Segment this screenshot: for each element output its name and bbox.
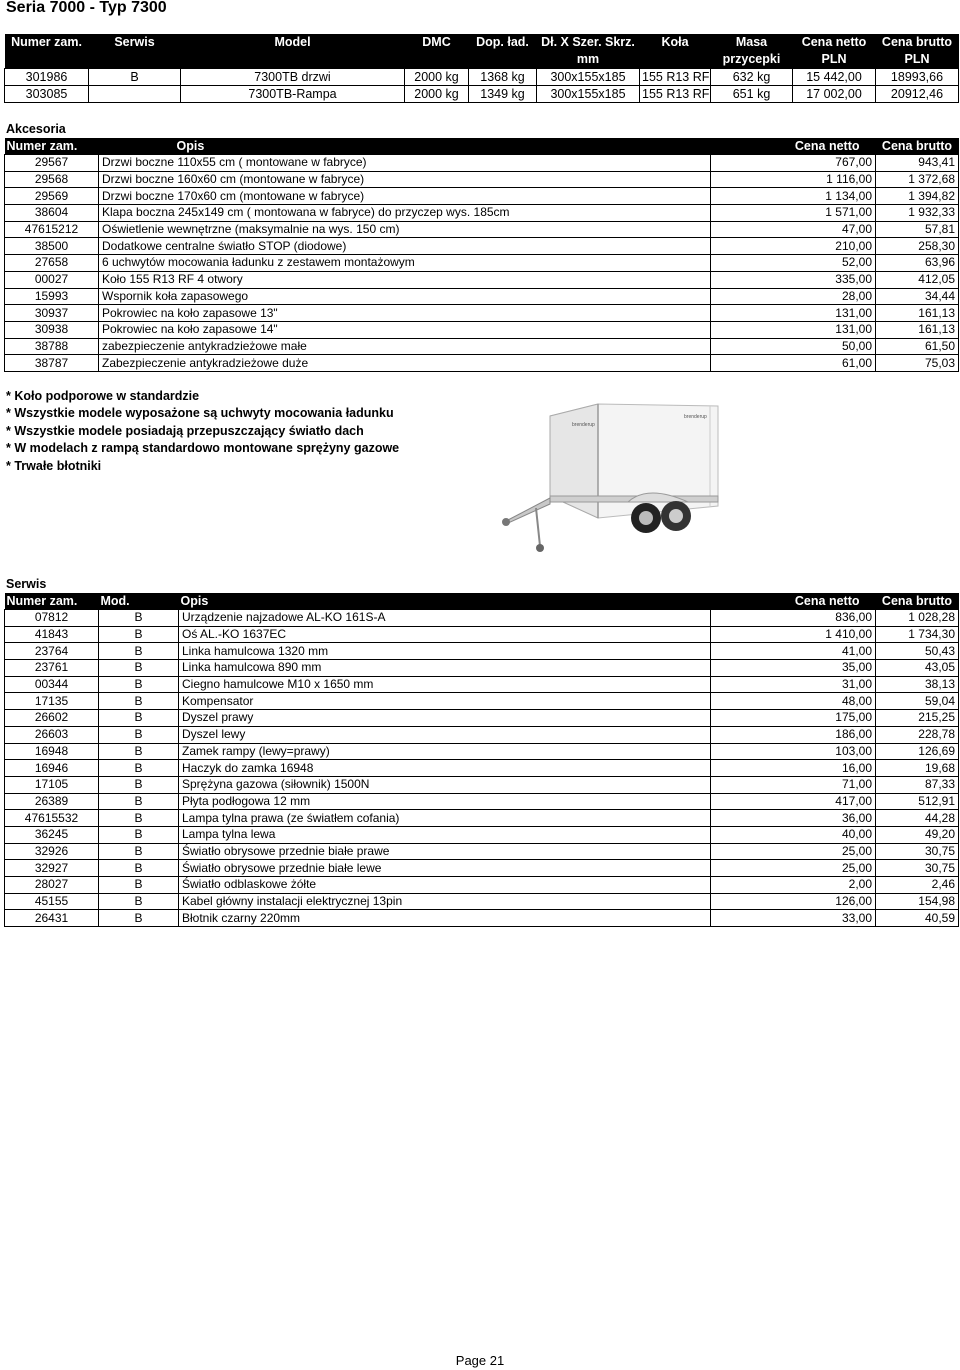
service-row bbox=[5, 893, 959, 910]
model-cell: B bbox=[89, 69, 181, 86]
service-cell: 32927 bbox=[5, 860, 99, 877]
note-item: * Wszystkie modele posiadają przepuszczający światło dach bbox=[6, 423, 364, 438]
notes-list bbox=[6, 388, 399, 475]
service-cell: 17135 bbox=[5, 693, 99, 710]
service-label: Serwis bbox=[6, 577, 47, 591]
service-cell: 07812 bbox=[5, 610, 99, 627]
model-header-cell: PLN bbox=[876, 51, 959, 69]
model-cell: 7300TB-Rampa bbox=[181, 86, 405, 103]
header-brutto: Cena brutto bbox=[876, 138, 959, 155]
service-cell: B bbox=[99, 743, 179, 760]
service-cell: 16948 bbox=[5, 743, 99, 760]
service-cell: Urządzenie najzadowe AL-KO 161S-A bbox=[179, 610, 711, 627]
accessory-cell: 335,00 bbox=[711, 271, 876, 288]
accessory-cell: 161,13 bbox=[876, 321, 959, 338]
service-cell: Lampa tylna prawa (ze światłem cofania) bbox=[179, 810, 711, 827]
model-cell: 301986 bbox=[5, 69, 89, 86]
model-header-cell: Serwis bbox=[89, 34, 181, 51]
model-header-row bbox=[5, 34, 959, 51]
header-brutto: Cena brutto bbox=[876, 593, 959, 610]
service-cell: 41,00 bbox=[711, 643, 876, 660]
service-row bbox=[5, 626, 959, 643]
accessory-cell: 61,00 bbox=[711, 355, 876, 372]
service-cell: 836,00 bbox=[711, 610, 876, 627]
service-row bbox=[5, 760, 959, 777]
accessory-row bbox=[5, 155, 959, 172]
service-cell: B bbox=[99, 893, 179, 910]
service-cell: B bbox=[99, 693, 179, 710]
accessory-cell: 1 932,33 bbox=[876, 205, 959, 222]
model-cell: 300x155x185 bbox=[537, 69, 640, 86]
accessory-cell: 412,05 bbox=[876, 271, 959, 288]
service-cell: 30,75 bbox=[876, 860, 959, 877]
service-cell: 00344 bbox=[5, 676, 99, 693]
model-cell: 2000 kg bbox=[405, 86, 469, 103]
model-header-cell bbox=[469, 51, 537, 69]
svg-text:brenderup: brenderup bbox=[572, 422, 595, 428]
service-cell: B bbox=[99, 610, 179, 627]
accessory-cell: 30938 bbox=[5, 321, 99, 338]
service-cell: 126,69 bbox=[876, 743, 959, 760]
service-cell: B bbox=[99, 843, 179, 860]
service-cell: 40,59 bbox=[876, 910, 959, 927]
service-row bbox=[5, 810, 959, 827]
model-header-cell: Koła bbox=[640, 34, 711, 51]
model-header-cell bbox=[640, 51, 711, 69]
service-cell: Oś AL.-KO 1637EC bbox=[179, 626, 711, 643]
accessory-cell: 29568 bbox=[5, 171, 99, 188]
service-cell: Kabel główny instalacji elektrycznej 13pin bbox=[179, 893, 711, 910]
service-cell: B bbox=[99, 643, 179, 660]
model-cell: 155 R13 RF bbox=[640, 86, 711, 103]
service-cell: 23764 bbox=[5, 643, 99, 660]
accessory-cell: 1 372,68 bbox=[876, 171, 959, 188]
accessory-cell: 767,00 bbox=[711, 155, 876, 172]
service-cell: 40,00 bbox=[711, 826, 876, 843]
accessory-cell: Koło 155 R13 RF 4 otwory bbox=[99, 271, 711, 288]
accessory-cell: zabezpieczenie antykradzieżowe małe bbox=[99, 338, 711, 355]
service-cell: Dyszel prawy bbox=[179, 710, 711, 727]
accessory-cell: 00027 bbox=[5, 271, 99, 288]
model-header-cell: DMC bbox=[405, 34, 469, 51]
header-mod: Mod. bbox=[99, 593, 179, 610]
service-cell: 1 410,00 bbox=[711, 626, 876, 643]
note-item: * W modelach z rampą standardowo montowane sprężyny gazowe bbox=[6, 441, 400, 456]
model-cell: 303085 bbox=[5, 86, 89, 103]
service-row bbox=[5, 610, 959, 627]
accessory-cell: 28,00 bbox=[711, 288, 876, 305]
service-row bbox=[5, 826, 959, 843]
service-row bbox=[5, 676, 959, 693]
service-cell: 26431 bbox=[5, 910, 99, 927]
service-cell: 17105 bbox=[5, 776, 99, 793]
accessory-cell: 29569 bbox=[5, 188, 99, 205]
service-cell: 47615532 bbox=[5, 810, 99, 827]
service-cell: 36245 bbox=[5, 826, 99, 843]
header-opis: Opis bbox=[99, 138, 711, 155]
accessory-cell: 30937 bbox=[5, 305, 99, 322]
service-cell: Zamek rampy (lewy=prawy) bbox=[179, 743, 711, 760]
model-cell: 1349 kg bbox=[469, 86, 537, 103]
service-cell: 215,25 bbox=[876, 710, 959, 727]
accessory-row bbox=[5, 271, 959, 288]
service-cell: 49,20 bbox=[876, 826, 959, 843]
accessory-cell: 63,96 bbox=[876, 255, 959, 272]
accessory-cell: Zabezpieczenie antykradzieżowe duże bbox=[99, 355, 711, 372]
service-cell: Linka hamulcowa 890 mm bbox=[179, 660, 711, 677]
model-header-cell bbox=[181, 51, 405, 69]
accessory-cell: Drzwi boczne 160x60 cm (montowane w fabryce) bbox=[99, 171, 711, 188]
service-cell: 25,00 bbox=[711, 860, 876, 877]
model-cell: 651 kg bbox=[711, 86, 793, 103]
service-cell: 16946 bbox=[5, 760, 99, 777]
service-row bbox=[5, 726, 959, 743]
service-cell: 512,91 bbox=[876, 793, 959, 810]
service-cell: B bbox=[99, 910, 179, 927]
service-cell: 41843 bbox=[5, 626, 99, 643]
accessory-row bbox=[5, 221, 959, 238]
service-cell: B bbox=[99, 626, 179, 643]
model-header-cell: mm bbox=[537, 51, 640, 69]
accessory-cell: 131,00 bbox=[711, 305, 876, 322]
service-cell: 23761 bbox=[5, 660, 99, 677]
accessory-row bbox=[5, 171, 959, 188]
service-row bbox=[5, 843, 959, 860]
service-row bbox=[5, 743, 959, 760]
service-cell: 33,00 bbox=[711, 910, 876, 927]
accessory-cell: 258,30 bbox=[876, 238, 959, 255]
service-row bbox=[5, 660, 959, 677]
accessory-cell: 1 134,00 bbox=[711, 188, 876, 205]
service-cell: 30,75 bbox=[876, 843, 959, 860]
accessory-cell: 47,00 bbox=[711, 221, 876, 238]
service-cell: 48,00 bbox=[711, 693, 876, 710]
service-header-row bbox=[5, 593, 959, 610]
model-header-cell: Dł. X Szer. Skrz. bbox=[537, 34, 640, 51]
accessory-row bbox=[5, 188, 959, 205]
service-row bbox=[5, 877, 959, 894]
model-header-row bbox=[5, 51, 959, 69]
accessory-cell: 943,41 bbox=[876, 155, 959, 172]
accessory-cell: 1 571,00 bbox=[711, 205, 876, 222]
model-header-cell: Masa bbox=[711, 34, 793, 51]
service-cell: 43,05 bbox=[876, 660, 959, 677]
accessory-row bbox=[5, 255, 959, 272]
model-header-cell: Cena netto bbox=[793, 34, 876, 51]
accessory-cell: Pokrowiec na koło zapasowe 14" bbox=[99, 321, 711, 338]
accessory-cell: 52,00 bbox=[711, 255, 876, 272]
service-row bbox=[5, 710, 959, 727]
service-cell: Lampa tylna lewa bbox=[179, 826, 711, 843]
service-cell: 103,00 bbox=[711, 743, 876, 760]
service-cell: 35,00 bbox=[711, 660, 876, 677]
accessory-cell: 50,00 bbox=[711, 338, 876, 355]
service-cell: B bbox=[99, 676, 179, 693]
accessory-row bbox=[5, 355, 959, 372]
service-row bbox=[5, 860, 959, 877]
service-cell: 45155 bbox=[5, 893, 99, 910]
model-row bbox=[5, 69, 959, 86]
accessory-row bbox=[5, 338, 959, 355]
model-cell: 15 442,00 bbox=[793, 69, 876, 86]
model-header-cell bbox=[89, 51, 181, 69]
accessory-cell: Drzwi boczne 170x60 cm (montowane w fabryce) bbox=[99, 188, 711, 205]
service-cell: Płyta podłogowa 12 mm bbox=[179, 793, 711, 810]
service-cell: B bbox=[99, 877, 179, 894]
service-cell: 87,33 bbox=[876, 776, 959, 793]
service-table bbox=[4, 593, 959, 927]
model-header-cell: PLN bbox=[793, 51, 876, 69]
service-cell: 31,00 bbox=[711, 676, 876, 693]
service-cell: B bbox=[99, 860, 179, 877]
model-header-cell bbox=[405, 51, 469, 69]
service-cell: 32926 bbox=[5, 843, 99, 860]
note-item: * Wszystkie modele wyposażone są uchwyty mocowania ładunku bbox=[6, 406, 394, 421]
service-cell: 26602 bbox=[5, 710, 99, 727]
accessory-cell: 15993 bbox=[5, 288, 99, 305]
accessory-row bbox=[5, 238, 959, 255]
accessory-cell: Oświetlenie wewnętrzne (maksymalnie na wys. 150 cm) bbox=[99, 221, 711, 238]
accessory-cell: 61,50 bbox=[876, 338, 959, 355]
accessories-table bbox=[4, 138, 959, 372]
service-cell: Sprężyna gazowa (siłownik) 1500N bbox=[179, 776, 711, 793]
service-cell: B bbox=[99, 760, 179, 777]
model-header-cell: Numer zam. bbox=[5, 34, 89, 51]
model-header-cell: Dop. ład. bbox=[469, 34, 537, 51]
service-cell: Haczyk do zamka 16948 bbox=[179, 760, 711, 777]
service-cell: Błotnik czarny 220mm bbox=[179, 910, 711, 927]
service-cell: 28027 bbox=[5, 877, 99, 894]
service-cell: 2,00 bbox=[711, 877, 876, 894]
accessory-cell: 1 116,00 bbox=[711, 171, 876, 188]
service-cell: Kompensator bbox=[179, 693, 711, 710]
accessory-cell: 38604 bbox=[5, 205, 99, 222]
service-cell: 16,00 bbox=[711, 760, 876, 777]
accessories-header-row bbox=[5, 138, 959, 155]
service-cell: 26603 bbox=[5, 726, 99, 743]
service-cell: B bbox=[99, 810, 179, 827]
accessory-row bbox=[5, 305, 959, 322]
service-cell: 228,78 bbox=[876, 726, 959, 743]
accessory-cell: Klapa boczna 245x149 cm ( montowana w fabryce) do przyczep wys. 185cm bbox=[99, 205, 711, 222]
service-row bbox=[5, 643, 959, 660]
service-cell: B bbox=[99, 793, 179, 810]
trailer-image bbox=[488, 398, 728, 558]
note-item: * Koło podporowe w standardzie bbox=[6, 389, 200, 403]
service-cell: Linka hamulcowa 1320 mm bbox=[179, 643, 711, 660]
accessory-cell: Dodatkowe centralne światło STOP (diodowe) bbox=[99, 238, 711, 255]
header-netto: Cena netto bbox=[711, 593, 876, 610]
service-cell: B bbox=[99, 776, 179, 793]
service-row bbox=[5, 693, 959, 710]
service-cell: 154,98 bbox=[876, 893, 959, 910]
accessory-cell: 57,81 bbox=[876, 221, 959, 238]
service-cell: Ciegno hamulcowe M10 x 1650 mm bbox=[179, 676, 711, 693]
note-item: * Trwałe błotniki bbox=[6, 458, 102, 473]
accessory-cell: 38500 bbox=[5, 238, 99, 255]
accessory-cell: 161,13 bbox=[876, 305, 959, 322]
service-cell: 36,00 bbox=[711, 810, 876, 827]
service-cell: 1 734,30 bbox=[876, 626, 959, 643]
service-row bbox=[5, 776, 959, 793]
service-cell: Światło obrysowe przednie białe prawe bbox=[179, 843, 711, 860]
accessory-cell: 75,03 bbox=[876, 355, 959, 372]
service-cell: 1 028,28 bbox=[876, 610, 959, 627]
service-cell: 38,13 bbox=[876, 676, 959, 693]
service-cell: Dyszel lewy bbox=[179, 726, 711, 743]
service-cell: 175,00 bbox=[711, 710, 876, 727]
model-cell: 18993,66 bbox=[876, 69, 959, 86]
model-cell: 1368 kg bbox=[469, 69, 537, 86]
accessory-cell: 6 uchwytów mocowania ładunku z zestawem montażowym bbox=[99, 255, 711, 272]
model-cell: 300x155x185 bbox=[537, 86, 640, 103]
service-cell: 417,00 bbox=[711, 793, 876, 810]
accessory-cell: Pokrowiec na koło zapasowe 13" bbox=[99, 305, 711, 322]
accessory-cell: Wspornik koła zapasowego bbox=[99, 288, 711, 305]
service-cell: Światło odblaskowe żółte bbox=[179, 877, 711, 894]
accessories-label: Akcesoria bbox=[6, 122, 66, 136]
accessory-cell: 131,00 bbox=[711, 321, 876, 338]
accessory-cell: 1 394,82 bbox=[876, 188, 959, 205]
header-netto: Cena netto bbox=[711, 138, 876, 155]
page-title: Seria 7000 - Typ 7300 bbox=[6, 0, 167, 16]
accessory-cell: 38788 bbox=[5, 338, 99, 355]
model-cell: 155 R13 RF bbox=[640, 69, 711, 86]
service-cell: B bbox=[99, 826, 179, 843]
service-cell: 2,46 bbox=[876, 877, 959, 894]
header-nr: Numer zam. bbox=[5, 138, 99, 155]
svg-text:brenderup: brenderup bbox=[684, 414, 707, 420]
service-cell: B bbox=[99, 660, 179, 677]
service-row bbox=[5, 910, 959, 927]
model-header-cell bbox=[5, 51, 89, 69]
model-cell: 17 002,00 bbox=[793, 86, 876, 103]
service-cell: 25,00 bbox=[711, 843, 876, 860]
header-nr: Numer zam. bbox=[5, 593, 99, 610]
model-cell: 7300TB drzwi bbox=[181, 69, 405, 86]
accessory-cell: Drzwi boczne 110x55 cm ( montowane w fabryce) bbox=[99, 155, 711, 172]
model-header-cell: Model bbox=[181, 34, 405, 51]
model-header-cell: Cena brutto bbox=[876, 34, 959, 51]
accessory-row bbox=[5, 205, 959, 222]
header-opis: Opis bbox=[179, 593, 711, 610]
model-header-cell: przycepki bbox=[711, 51, 793, 69]
model-cell: 2000 kg bbox=[405, 69, 469, 86]
service-row bbox=[5, 793, 959, 810]
model-cell: 632 kg bbox=[711, 69, 793, 86]
service-cell: B bbox=[99, 710, 179, 727]
service-cell: 71,00 bbox=[711, 776, 876, 793]
service-cell: Światło obrysowe przednie białe lewe bbox=[179, 860, 711, 877]
accessory-cell: 210,00 bbox=[711, 238, 876, 255]
page-number: Page 21 bbox=[455, 1353, 505, 1368]
service-cell: 19,68 bbox=[876, 760, 959, 777]
service-cell: B bbox=[99, 726, 179, 743]
service-cell: 26389 bbox=[5, 793, 99, 810]
accessory-cell: 38787 bbox=[5, 355, 99, 372]
accessory-cell: 34,44 bbox=[876, 288, 959, 305]
service-cell: 126,00 bbox=[711, 893, 876, 910]
service-cell: 59,04 bbox=[876, 693, 959, 710]
accessory-cell: 27658 bbox=[5, 255, 99, 272]
accessory-row bbox=[5, 288, 959, 305]
service-cell: 44,28 bbox=[876, 810, 959, 827]
service-cell: 186,00 bbox=[711, 726, 876, 743]
model-cell bbox=[89, 86, 181, 103]
accessory-cell: 47615212 bbox=[5, 221, 99, 238]
model-row bbox=[5, 86, 959, 103]
service-cell: 50,43 bbox=[876, 643, 959, 660]
accessory-row bbox=[5, 321, 959, 338]
accessory-cell: 29567 bbox=[5, 155, 99, 172]
model-table bbox=[4, 34, 959, 103]
model-cell: 20912,46 bbox=[876, 86, 959, 103]
